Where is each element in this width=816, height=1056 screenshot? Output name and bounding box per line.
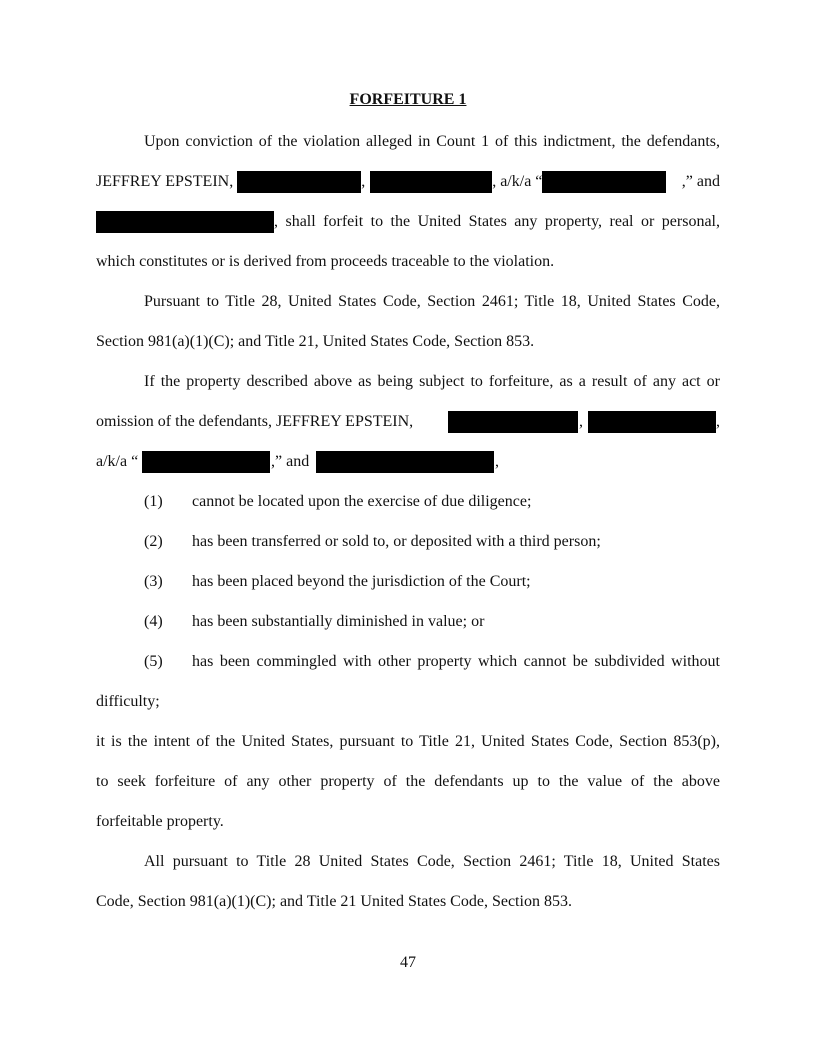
item-number: (2) bbox=[144, 533, 163, 550]
text-span: JEFFREY EPSTEIN, bbox=[96, 173, 234, 190]
text-span: ,” and bbox=[681, 173, 720, 190]
item-text: cannot be located upon the exercise of due diligence; bbox=[192, 493, 532, 510]
text-span: , shall forfeit to the United States any property, real or personal, bbox=[274, 213, 720, 230]
item-text: has been placed beyond the jurisdiction of the Court; bbox=[192, 573, 531, 590]
redaction-box bbox=[588, 411, 716, 433]
para1-line4: which constitutes or is derived from proceeds traceable to the violation. bbox=[96, 253, 555, 270]
page-number: 47 bbox=[400, 954, 416, 971]
item-number: (4) bbox=[144, 613, 163, 630]
text-span: ,” and bbox=[271, 453, 310, 470]
text-span: , bbox=[579, 413, 583, 430]
para1-line2 bbox=[96, 171, 720, 193]
para3-line2 bbox=[96, 411, 720, 433]
text-span: , a/k/a “ bbox=[492, 173, 543, 190]
item-number: (1) bbox=[144, 493, 163, 510]
text-span: a/k/a “ bbox=[96, 453, 139, 470]
para1-line3 bbox=[96, 211, 720, 233]
text-span: omission of the defendants, JEFFREY EPSTEIN, bbox=[96, 413, 414, 430]
text-span: , bbox=[361, 173, 366, 190]
section-heading: FORFEITURE 1 bbox=[349, 91, 467, 108]
item-number: (3) bbox=[144, 573, 163, 590]
para3-line1: If the property described above as being subject to forfeiture, as a result of any act or bbox=[144, 373, 720, 390]
para3-line3 bbox=[96, 451, 720, 473]
text-span: , bbox=[495, 453, 499, 470]
item-text: has been substantially diminished in value; or bbox=[192, 613, 485, 630]
para5-line2: Code, Section 981(a)(1)(C); and Title 21 United States Code, Section 853. bbox=[96, 893, 572, 910]
redaction-box bbox=[542, 171, 666, 193]
text-span: , bbox=[716, 413, 720, 430]
item-text: has been transferred or sold to, or deposited with a third person; bbox=[192, 533, 601, 550]
redaction-box bbox=[370, 171, 492, 193]
redaction-box bbox=[237, 171, 361, 193]
redaction-box bbox=[142, 451, 270, 473]
redaction-box bbox=[448, 411, 578, 433]
para1-line1: Upon conviction of the violation alleged in Count 1 of this indictment, the defendants, bbox=[144, 133, 720, 150]
para5-line1: All pursuant to Title 28 United States Code, Section 2461; Title 18, United States bbox=[144, 853, 720, 870]
redaction-box bbox=[96, 211, 274, 233]
para4-line1: it is the intent of the United States, pursuant to Title 21, United States Code, Section 853(p), bbox=[96, 733, 720, 750]
para4-line3: forfeitable property. bbox=[96, 813, 224, 830]
item-number: (5) bbox=[144, 653, 163, 670]
para2-line1: Pursuant to Title 28, United States Code, Section 2461; Title 18, United States Code, bbox=[144, 293, 720, 310]
redaction-box bbox=[316, 451, 494, 473]
item5-continuation: difficulty; bbox=[96, 693, 160, 710]
para2-line2: Section 981(a)(1)(C); and Title 21, United States Code, Section 853. bbox=[96, 333, 535, 350]
item-text: has been commingled with other property which cannot be subdivided without bbox=[192, 653, 720, 670]
para4-line2: to seek forfeiture of any other property of the defendants up to the value of the above bbox=[96, 773, 720, 790]
